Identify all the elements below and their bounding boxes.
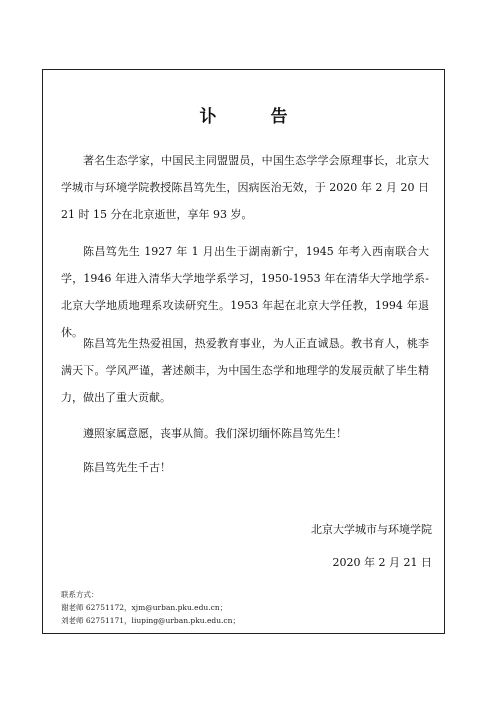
signature-date: 2020 年 2 月 21 日	[332, 556, 432, 569]
notice-title: 讣 告	[199, 107, 312, 127]
notice-frame	[42, 69, 445, 634]
contact-heading: 联系方式：	[61, 590, 99, 599]
contact-line-xie: 谢老师 62751172，xjm@urban.pku.edu.cn；	[61, 603, 228, 612]
signature-organization: 北京大学城市与环境学院	[311, 523, 432, 536]
contact-line-liu: 刘老师 62751171，liuping@urban.pku.edu.cn；	[61, 616, 240, 625]
paragraph-biography: 陈昌笃先生 1927 年 1 月出生于湖南新宁，1945 年考入西南联合大学，1946 年进入清华大学地学系学习，1950-1953 年在清华大学地学系-北京大学地质地理系攻读研究生。1953 年起在北京大学任教，1994 年退休。	[61, 245, 429, 339]
paragraph-funeral-arrangements: 遵照家属意愿，丧事从简。我们深切缅怀陈昌笃先生！	[83, 427, 347, 440]
paragraph-eulogy: 陈昌笃先生千古！	[83, 461, 171, 474]
contact-info	[61, 588, 240, 627]
paragraph-announcement: 著名生态学家，中国民主同盟盟员，中国生态学学会原理事长，北京大学城市与环境学院教授陈昌笃先生，因病医治无效，于 2020 年 2 月 20 日 21 时 15 分在北京逝世，享年 93 岁。	[61, 154, 429, 221]
paragraph-contributions: 陈昌笃先生热爱祖国，热爱教育事业，为人正直诚恳。教书育人，桃李满天下。学风严谨，著述颇丰，为中国生态学和地理学的发展贡献了毕生精力，做出了重大贡献。	[61, 337, 429, 404]
